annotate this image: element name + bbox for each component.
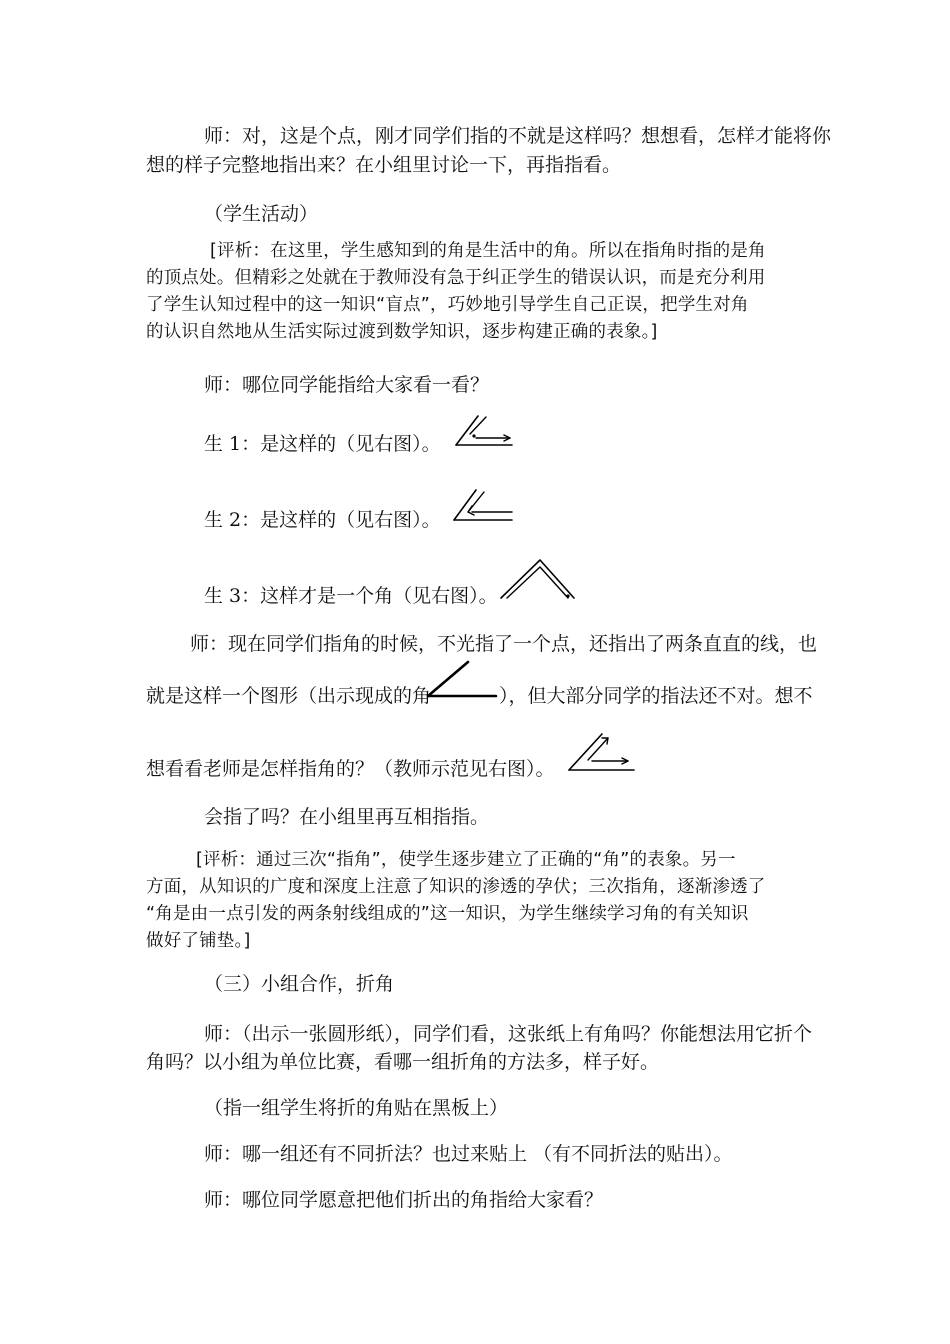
section-heading: （三）小组合作，折角 xyxy=(204,973,395,995)
paragraph-line: 想看看老师是怎样指角的？（教师示范见右图）。 xyxy=(146,758,555,780)
stage-direction: （指一组学生将折的角贴在黑板上） xyxy=(204,1097,509,1119)
commentary-line: 了学生认知过程中的这一知识“盲点”，巧妙地引导学生自己正误，把学生对角 xyxy=(146,295,749,315)
caret-angle-icon xyxy=(498,556,578,602)
paragraph-line: 就是这样一个图形（出示现成的角 xyxy=(146,685,432,707)
paragraph-line: 师：哪一组还有不同折法？也过来贴上 （有不同折法的贴出）。 xyxy=(204,1143,733,1165)
commentary-line: 方面，从知识的广度和深度上注意了知识的渗透的孕伏；三次指角，逐渐渗透了 xyxy=(146,877,766,897)
commentary-line: [评析：通过三次“指角”，使学生逐步建立了正确的“角”的表象。另一 xyxy=(196,850,736,870)
commentary-line: “角是由一点引发的两条射线组成的”这一知识，为学生继续学习角的有关知识 xyxy=(146,904,749,924)
paragraph-line: 角吗？以小组为单位比赛，看哪一组折角的方法多，样子好。 xyxy=(146,1051,660,1073)
commentary-line: 的认识自然地从生活实际过渡到数学知识，逐步构建正确的表象。] xyxy=(146,322,658,342)
paragraph-line: 想的样子完整地指出来？在小组里讨论一下，再指指看。 xyxy=(146,154,622,176)
paragraph-line: 师：（出示一张圆形纸），同学们看，这张纸上有角吗？你能想法用它折个 xyxy=(204,1023,813,1045)
angle-with-arrow-icon xyxy=(450,486,516,524)
commentary-line: 的顶点处。但精彩之处就在于教师没有急于纠正学生的错误认识，而是充分利用 xyxy=(146,268,766,288)
paragraph-line: 师：现在同学们指角的时候，不光指了一个点，还指出了两条直直的线，也 xyxy=(190,633,818,655)
paragraph-line: 师：对，这是个点，刚才同学们指的不就是这样吗？想想看，怎样才能将你 xyxy=(204,125,832,147)
angle-with-arrows-icon xyxy=(566,730,638,774)
student-answer: 生 3：这样才是一个角（见右图）。 xyxy=(204,585,498,607)
student-answer: 生 1：是这样的（见右图）。 xyxy=(204,433,441,455)
angle-with-arrow-icon xyxy=(452,412,516,448)
paragraph-line: 师：哪位同学愿意把他们折出的角指给大家看？ xyxy=(204,1189,604,1211)
commentary-line: [评析：在这里，学生感知到的角是生活中的角。所以在指角时指的是角 xyxy=(210,241,766,261)
paragraph-line: ），但大部分同学的指法还不对。想不 xyxy=(499,685,813,707)
paragraph-line: 会指了吗？在小组里再互相指指。 xyxy=(204,806,490,828)
angle-icon xyxy=(424,656,502,702)
commentary-line: 做好了铺垫。] xyxy=(146,931,251,951)
student-answer: 生 2：是这样的（见右图）。 xyxy=(204,509,441,531)
stage-direction: （学生活动） xyxy=(204,203,319,225)
paragraph-line: 师：哪位同学能指给大家看一看？ xyxy=(204,374,490,396)
